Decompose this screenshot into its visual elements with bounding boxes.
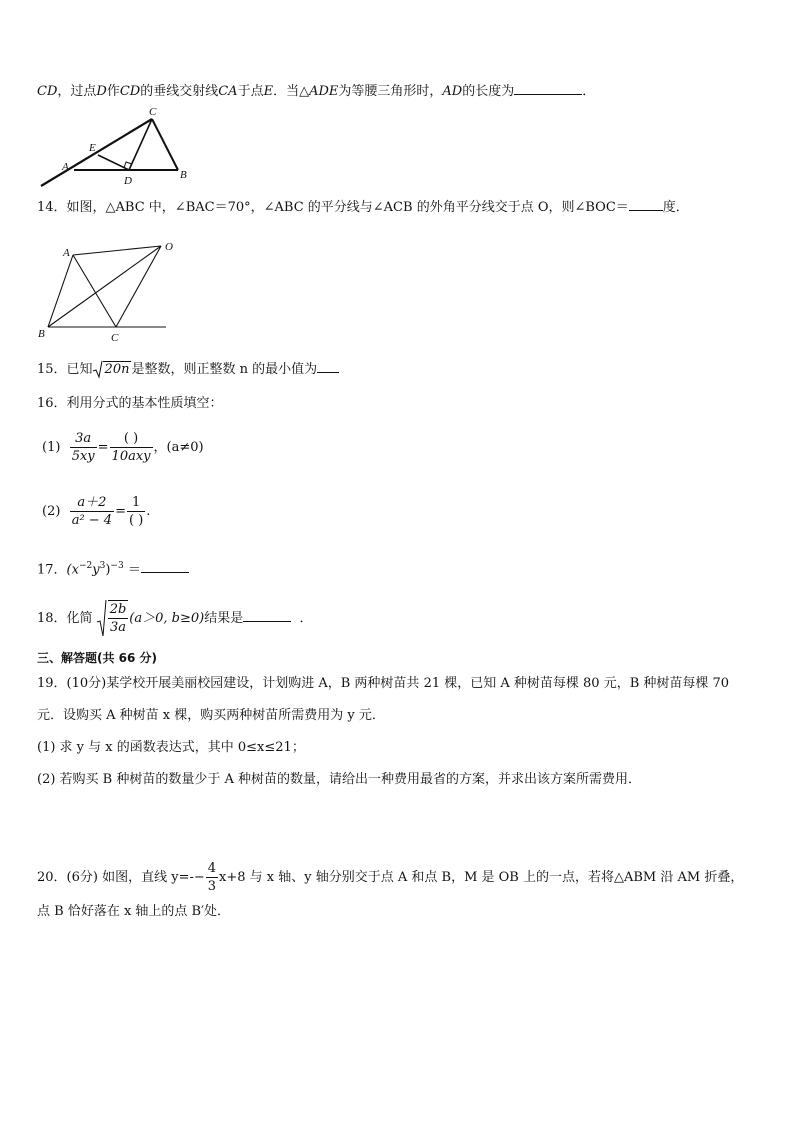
q13-part: ．当△ — [273, 84, 310, 99]
segment-ab — [48, 255, 73, 327]
q15-text — [37, 358, 339, 380]
fraction — [110, 430, 153, 465]
fraction — [108, 600, 129, 636]
answer-blank — [514, 80, 582, 95]
radicand: 20n — [104, 361, 130, 377]
denominator: 3a — [109, 620, 126, 635]
equals: = — [97, 440, 109, 455]
q19-line-1: 19．(10分)某学校开展美丽校园建设，计划购进 A，B 两种树苗共 21 棵，已知 A 种树苗每棵 80 元，B 种树苗每棵 70 — [37, 676, 730, 691]
label-o: O — [165, 241, 173, 253]
segment-ao — [73, 246, 161, 255]
fraction — [70, 494, 114, 529]
exponent: 3 — [99, 561, 106, 571]
label-b: B — [180, 169, 187, 181]
q13-part: AD — [442, 84, 463, 99]
period: ． — [299, 610, 313, 626]
denominator: 5xy — [71, 449, 95, 464]
q13-part: 的垂线交射线 — [140, 84, 219, 99]
q18-post: 结果是 — [204, 610, 244, 626]
label-a: A — [62, 161, 69, 173]
q13-part: E — [263, 84, 274, 99]
label-b: B — [38, 328, 45, 340]
q13-figure — [36, 106, 196, 190]
numerator: 3a — [70, 430, 97, 448]
q13-part: CD — [37, 84, 58, 99]
q13-text — [37, 80, 595, 102]
segment-ac — [73, 255, 116, 327]
q16-item-1 — [42, 428, 204, 468]
numerator: 2b — [109, 602, 127, 617]
q16-title: 16．利用分式的基本性质填空： — [37, 396, 223, 411]
square-root — [93, 359, 132, 380]
expr: ) — [105, 562, 111, 578]
label-c: C — [111, 332, 119, 344]
numerator: a＋2 — [70, 494, 114, 512]
fraction — [70, 430, 97, 465]
exponent: −2 — [78, 561, 93, 571]
q15-post: 是整数，则正整数 n 的最小值为 — [131, 362, 318, 377]
q15-pre: 15．已知 — [37, 362, 93, 377]
answer-blank — [317, 358, 339, 373]
label-a: A — [63, 247, 70, 259]
q16-item-2 — [42, 492, 150, 532]
label-e: E — [89, 142, 96, 154]
q19-line-4: (2) 若购买 B 种树苗的数量少于 A 种树苗的数量，请给出一种费用最省的方案，并求出该方案所需费用． — [37, 772, 642, 787]
section-heading: 三、解答题(共 66 分) — [37, 651, 158, 665]
q14-text — [37, 196, 689, 218]
q13-part: 为等腰三角形时， — [338, 84, 443, 99]
item-label: (2) — [42, 504, 61, 519]
q13-part: CA — [218, 84, 238, 99]
label-c: C — [149, 106, 157, 118]
numerator: 1 — [127, 494, 145, 512]
denominator: ( ) — [128, 513, 144, 528]
condition: ，(a≠0) — [153, 440, 204, 455]
q17-pre: 17． — [37, 562, 67, 578]
denominator: 10axy — [111, 449, 151, 464]
q13-part: CD — [119, 84, 141, 99]
expr: (x — [66, 562, 79, 578]
label-d: D — [124, 175, 132, 187]
q14-statement: 14．如图，△ABC 中，∠BAC＝70°，∠ABC 的平分线与∠ACB 的外角平分线交于点 O，则∠BOC＝ — [37, 200, 629, 215]
answer-blank — [243, 607, 291, 622]
numerator: ( ) — [110, 430, 153, 448]
q13-part: D — [96, 84, 107, 99]
expr: y — [92, 562, 100, 578]
answer-blank — [629, 196, 663, 211]
q19-line-2: 元．设购买 A 种树苗 x 棵，购买两种树苗所需费用为 y 元． — [37, 708, 385, 723]
q13-part: ． — [582, 84, 596, 99]
fraction — [206, 860, 218, 895]
q20-post: x+8 与 x 轴、y 轴分别交于点 A 和点 B，M 是 OB 上的一点，若将△ABM 沿 AM 折叠， — [219, 870, 744, 885]
item-label: (1) — [42, 440, 61, 455]
fraction — [127, 494, 145, 529]
answer-blank — [141, 558, 189, 573]
q13-part: 作 — [106, 84, 120, 99]
q14-end: 度． — [662, 200, 689, 215]
q19-line-3: (1) 求 y 与 x 的函数表达式，其中 0≤x≤21； — [37, 740, 305, 755]
denominator: 3 — [207, 879, 217, 894]
ray-ca — [41, 119, 152, 186]
condition: (a＞0, b≥0) — [129, 610, 205, 626]
period: . — [146, 504, 151, 519]
segment-co — [116, 246, 161, 327]
numerator: 4 — [207, 861, 217, 876]
square-root — [97, 598, 130, 639]
q17-text — [37, 556, 189, 580]
q14-figure — [36, 236, 176, 342]
q20-line-2: 点 B 恰好落在 x 轴上的点 B′处． — [37, 904, 231, 919]
q20-pre: 20．(6分) 如图，直线 y=-− — [37, 870, 205, 885]
q13-part: 的长度为 — [462, 84, 515, 99]
q13-part: ADE — [309, 84, 339, 99]
q13-part: 于点 — [237, 84, 264, 99]
q20-line-1 — [37, 858, 743, 898]
q18-pre: 18．化简 — [37, 610, 93, 626]
segment-bc — [152, 119, 178, 170]
equals: ＝ — [127, 562, 141, 578]
equals: = — [115, 504, 126, 519]
denominator: a² − 4 — [71, 513, 113, 528]
exponent: −3 — [110, 561, 124, 571]
q18-text — [37, 598, 313, 639]
q13-part: ，过点 — [57, 84, 97, 99]
